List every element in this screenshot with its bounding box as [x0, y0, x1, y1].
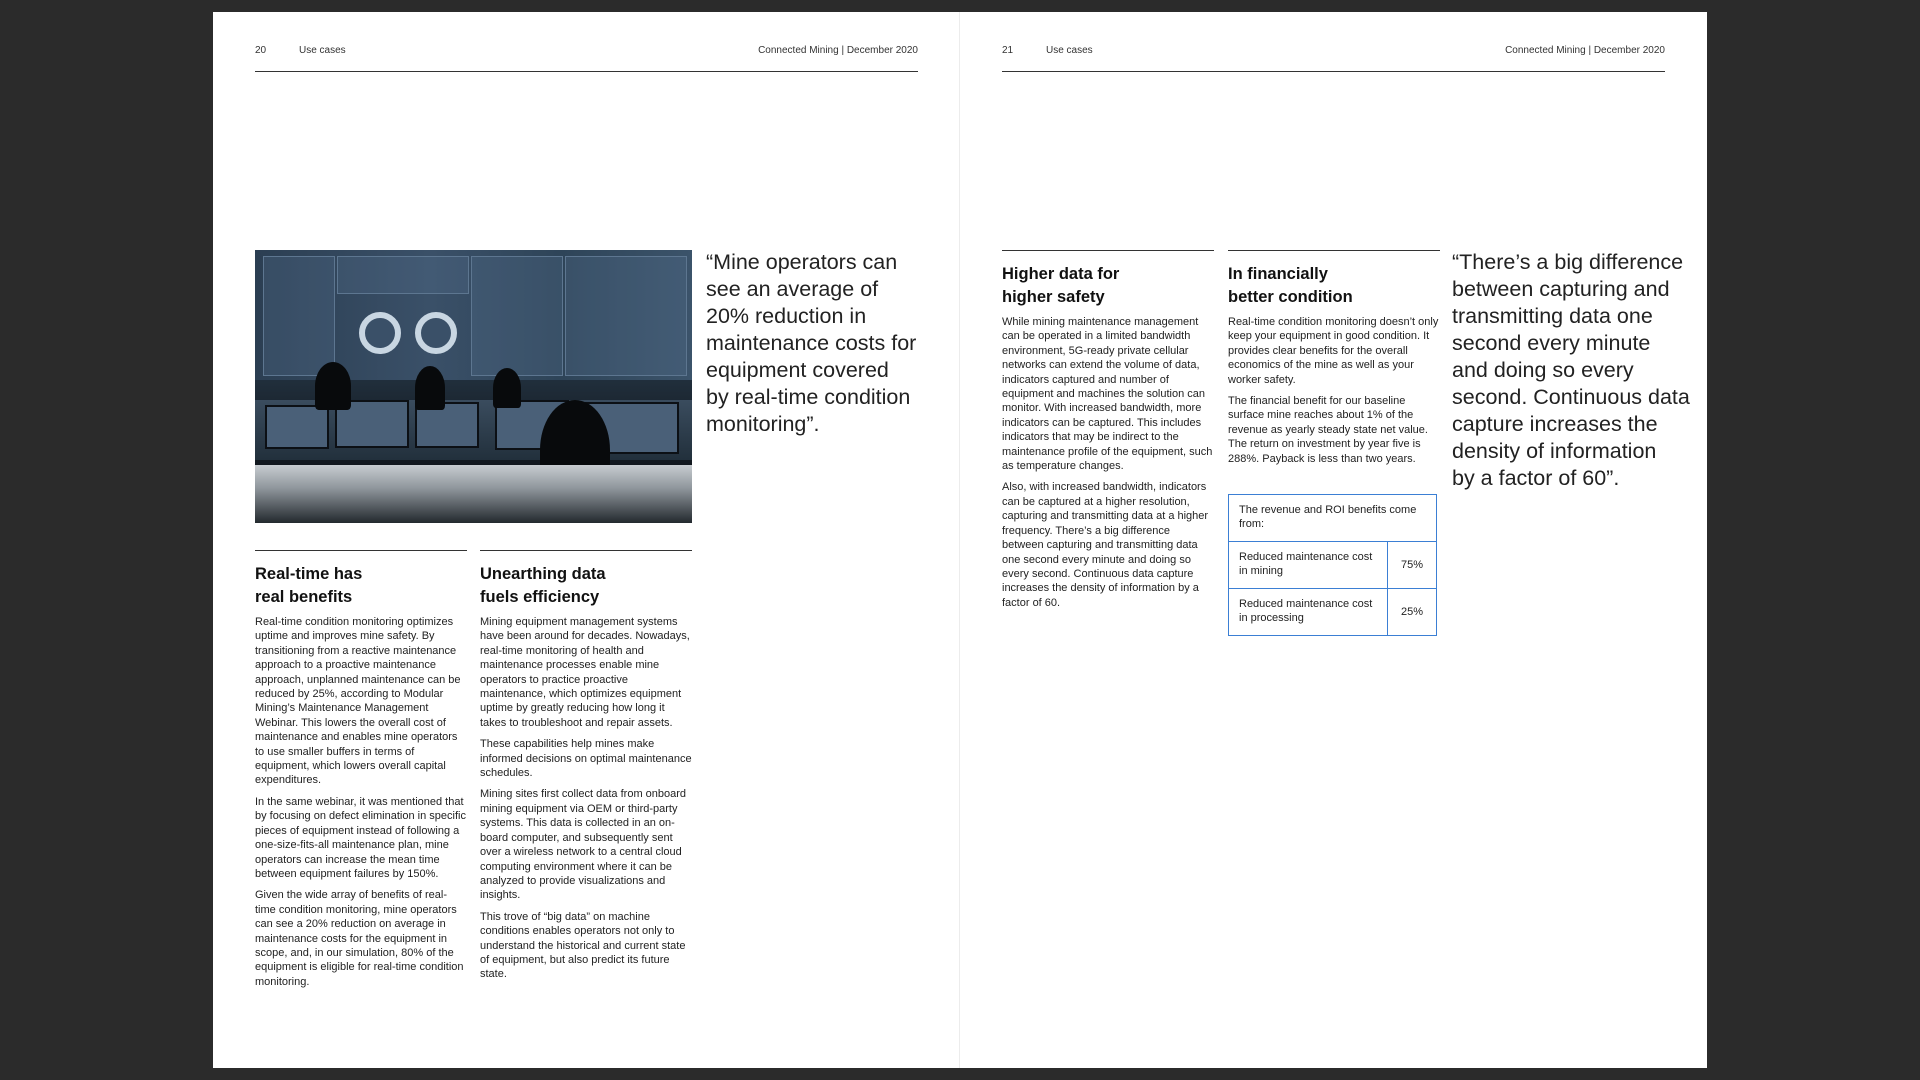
- left-page-header: [255, 45, 918, 72]
- column-real-time-benefits: [255, 550, 467, 996]
- table-cell-value: 25%: [1400, 606, 1424, 618]
- pull-quote: “Mine operators can see an average of 20% reduction in maintenance costs for equipment covered by real-time condition monitoring”.: [706, 250, 917, 436]
- paragraph: The financial benefit for our baseline surface mine reaches about 1% of the revenue as yearly steady state net value. The return on investment by year five is 288%. Payback is less than two years.: [1228, 395, 1428, 465]
- column-financial-condition: [1228, 250, 1440, 473]
- paragraph: In the same webinar, it was mentioned that by focusing on defect elimination in specific pieces of equipment instead of following a one-size-fits-all maintenance plan, mine operators can increase the mean time between equipment failures by 150%.: [255, 795, 466, 880]
- left-page: [213, 12, 959, 1068]
- paragraph: This trove of “big data” on machine conditions enables operators not only to understand the historical and current state of equipment, but also predict its future state.: [480, 910, 686, 981]
- paragraph: While mining maintenance management can be operated in a limited bandwidth environment, 5G-ready private cellular networks can extend the volume of data, indicators captured and number of equipment and machines the solution can monitor. With increased bandwidth, more indicators can be captured. This includes indicators that may be indirect to the maintenance profile of the equipment, such as temperature changes.: [1002, 316, 1213, 473]
- column-heading: Higher data for higher safety: [1002, 265, 1120, 306]
- right-page-header: [1002, 45, 1665, 72]
- column-higher-data-safety: [1002, 250, 1214, 617]
- column-unearthing-data: [480, 550, 692, 989]
- table-cell-value: 75%: [1400, 559, 1424, 571]
- roi-benefits-table: [1228, 494, 1437, 636]
- column-heading: Unearthing data fuels efficiency: [480, 565, 606, 606]
- column-heading: In financially better condition: [1228, 265, 1353, 306]
- paragraph: Given the wide array of benefits of real-time condition monitoring, mine operators can see a 20% reduction on average in maintenance costs for the equipment in scope, and, in our simulation, 80% of the equipment is eligible for real-time condition monitoring.: [255, 889, 464, 988]
- paragraph: Also, with increased bandwidth, indicators can be captured at a higher resolution, capturing and transmitting data at a higher frequency. There’s a big difference between capturing and transmitting data one second every minute and doing so every second. Continuous data capture increases the density of information by a factor of 60.: [1002, 481, 1209, 609]
- paragraph: Real-time condition monitoring doesn’t only keep your equipment in good condition. It provides clear benefits for the overall economics of the mine as well as your worker safety.: [1228, 316, 1439, 386]
- roi-table-intro: The revenue and ROI benefits come from:: [1229, 495, 1436, 542]
- page-number: 21: [1002, 45, 1014, 56]
- column-heading: Real-time has real benefits: [255, 565, 363, 606]
- control-room-image: [255, 250, 692, 523]
- pull-quote: “There’s a big difference between capturing and transmitting data one second every minute and doing so every second. Continuous data capture increases the density of information by a factor of 60”.: [1452, 250, 1690, 490]
- paragraph: Mining equipment management systems have been around for decades. Nowadays, real-time monitoring of health and maintenance processes enable mine operators to practice proactive maintenance, which optimizes equipment uptime by greatly reducing how long it takes to troubleshoot and repair assets.: [480, 616, 690, 729]
- table-cell-label: Reduced maintenance cost in processing: [1229, 589, 1388, 635]
- paragraph: Mining sites first collect data from onboard mining equipment via OEM or third-party systems. This data is collected in an on-board computer, and subsequently sent over a wireless network to a central cloud computing environment where it can be analyzed to provide visualizations and insights.: [480, 788, 687, 902]
- publication-title: Connected Mining | December 2020: [758, 45, 918, 56]
- page-number: 20: [255, 45, 267, 56]
- table-cell-label: Reduced maintenance cost in mining: [1229, 542, 1388, 588]
- publication-title: Connected Mining | December 2020: [1505, 45, 1665, 56]
- document-spread: [213, 12, 1707, 1068]
- table-row: [1229, 589, 1436, 635]
- paragraph: Real-time condition monitoring optimizes uptime and improves mine safety. By transitioning from a reactive maintenance approach to a proactive maintenance approach, unplanned maintenance can be reduced by 25%, according to Modular Mining’s Maintenance Management Webinar. This lowers the overall cost of maintenance and enables mine operators to use smaller buffers in terms of equipment, which lowers overall capital expenditures.: [255, 616, 461, 787]
- table-row: [1229, 542, 1436, 589]
- paragraph: These capabilities help mines make informed decisions on optimal maintenance schedules.: [480, 738, 692, 780]
- section-label: Use cases: [299, 45, 346, 56]
- section-label: Use cases: [1046, 45, 1093, 56]
